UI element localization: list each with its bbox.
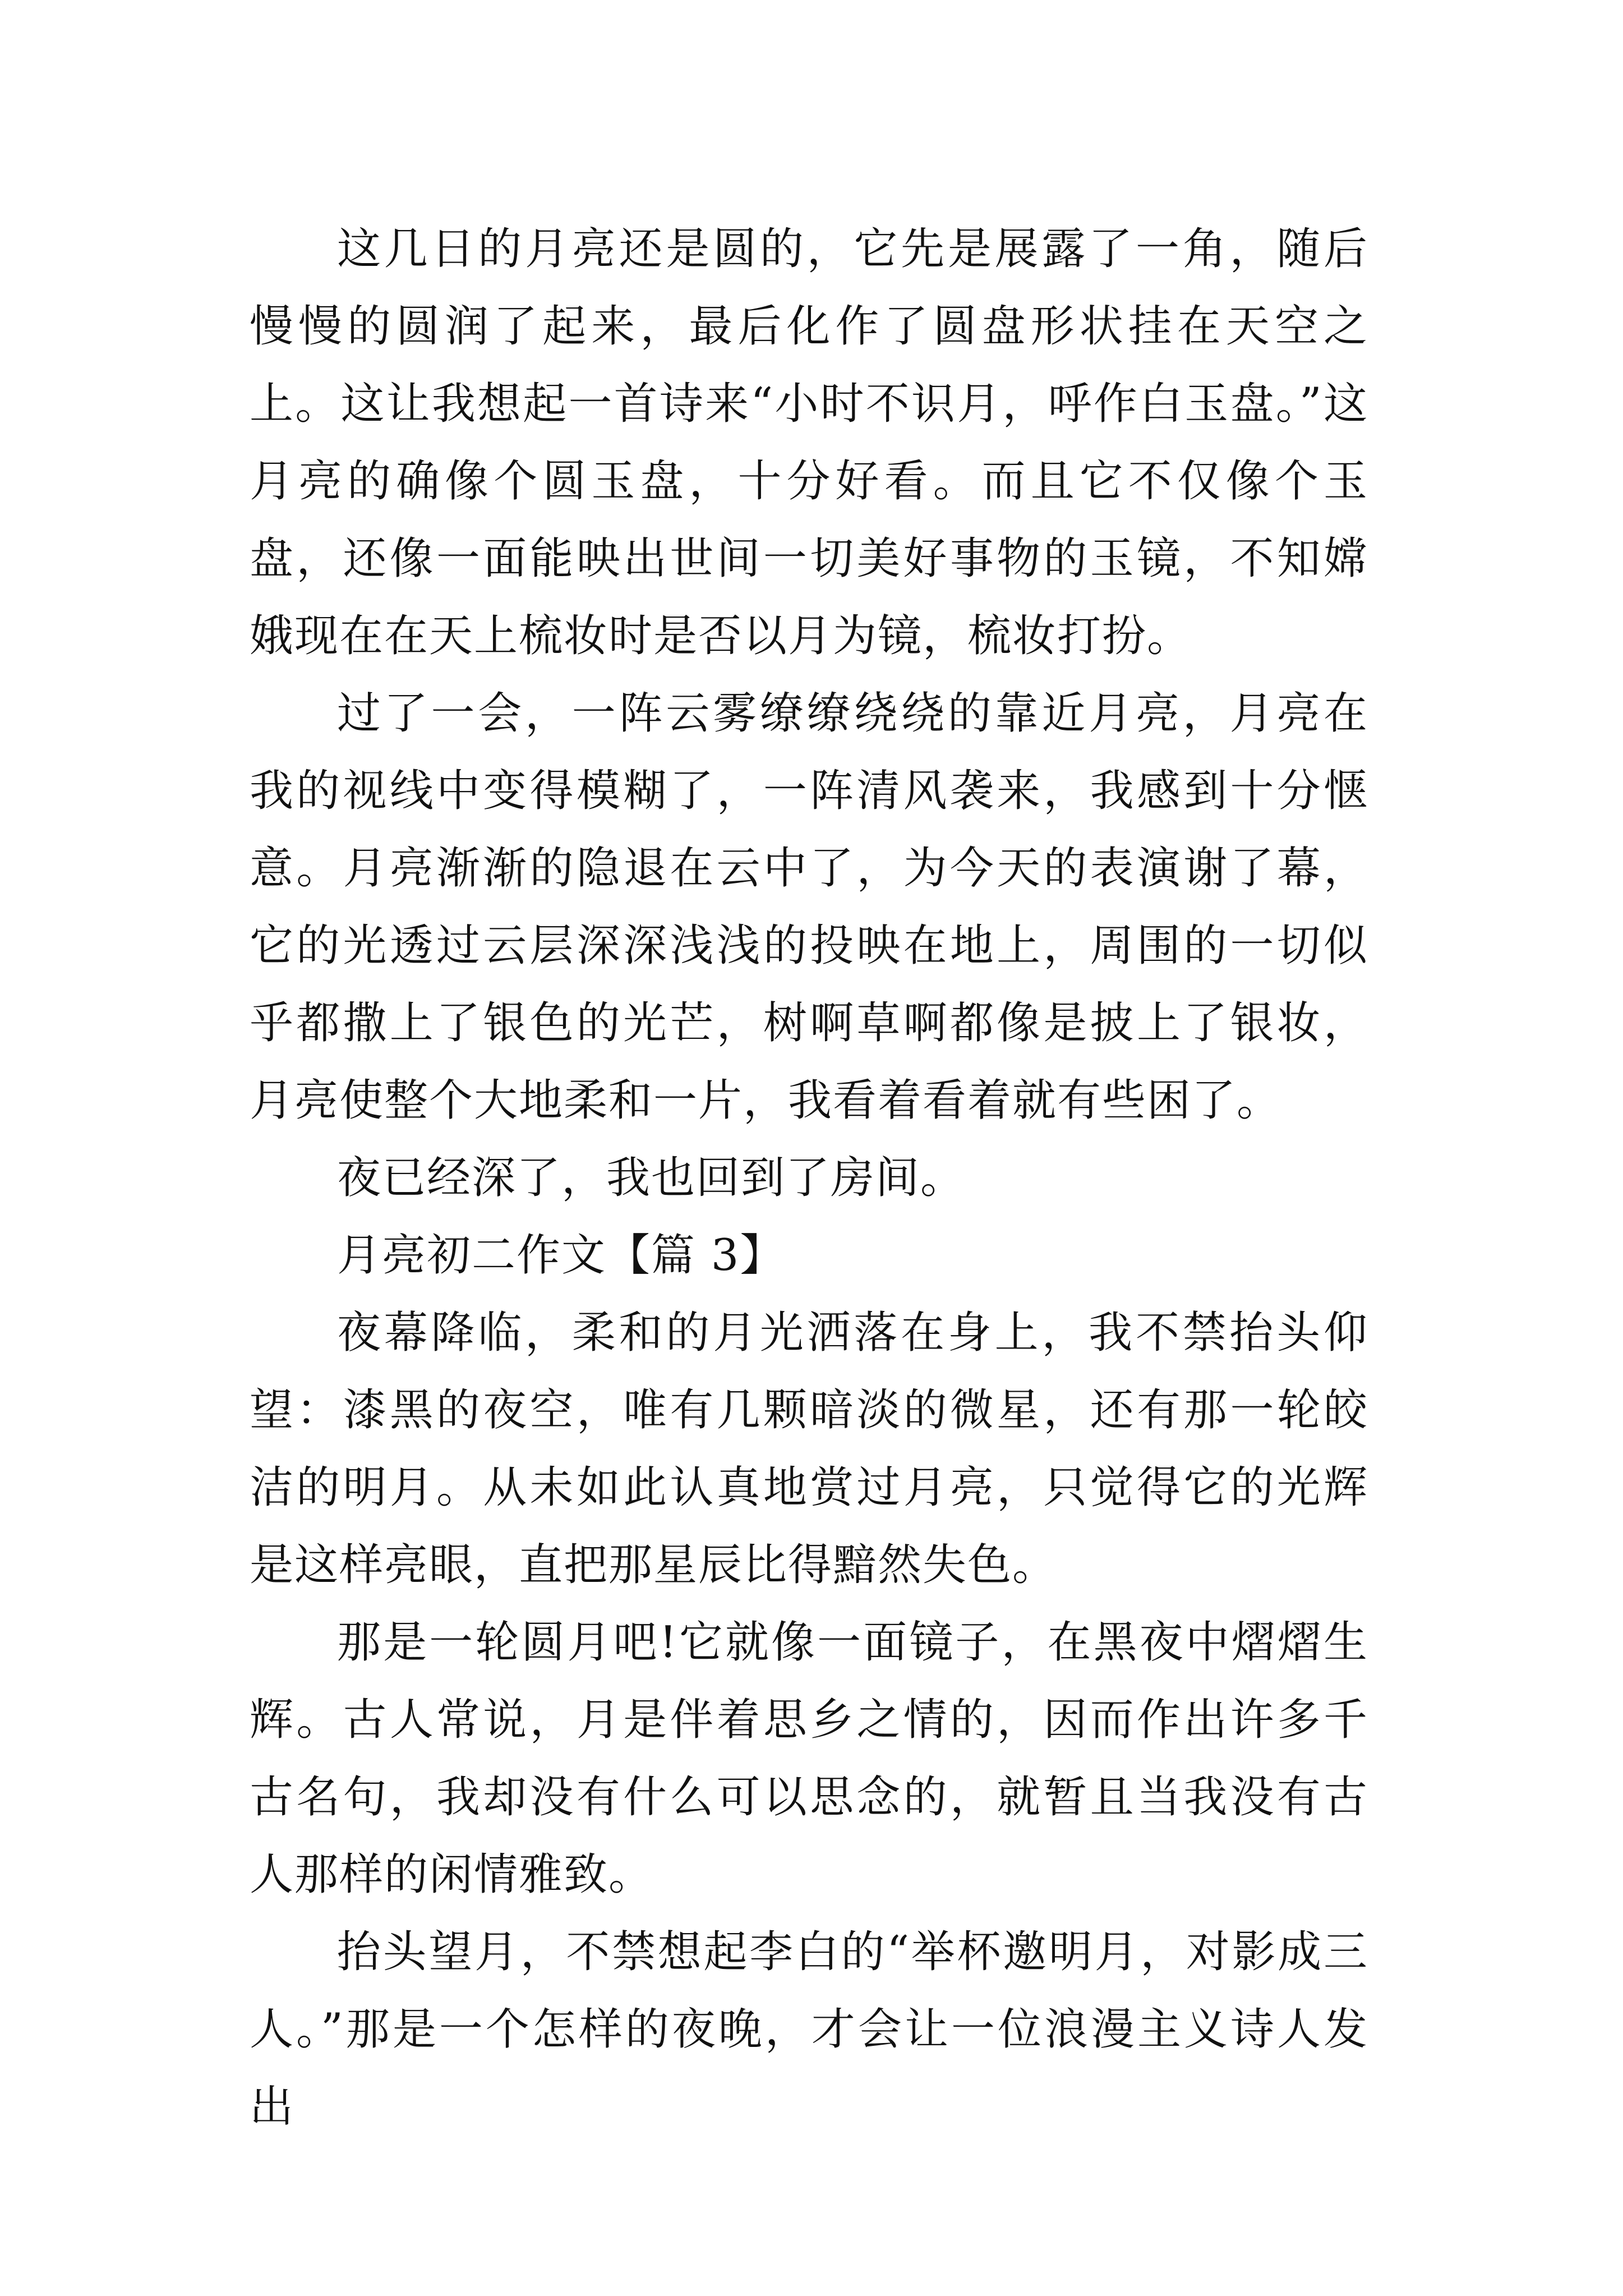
section-heading: 月亮初二作文【篇 3】 <box>337 1230 785 1281</box>
document-body <box>250 210 1368 2146</box>
paragraph: 那是一轮圆月吧!它就像一面镜子，在黑夜中熠熠生辉。古人常说，月是伴着思乡之情的，因而作出许多千古名句，我却没有什么可以思念的，就暂且当我没有古人那样的闲情雅致。 <box>250 1617 1368 1900</box>
paragraph: 过了一会，一阵云雾缭缭绕绕的靠近月亮，月亮在我的视线中变得模糊了，一阵清风袭来，我感到十分惬意。月亮渐渐的隐退在云中了，为今天的表演谢了幕，它的光透过云层深深浅浅的投映在地上，周围的一切似乎都撒上了银色的光芒，树啊草啊都像是披上了银妆，月亮使整个大地柔和一片，我看着看着就有些困了。 <box>250 688 1368 1126</box>
paragraph: 抬头望月，不禁想起李白的“举杯邀明月，对影成三人。”那是一个怎样的夜晚，才会让一位浪漫主义诗人发出 <box>250 1927 1368 2132</box>
paragraph: 夜已经深了，我也回到了房间。 <box>337 1153 966 1203</box>
paragraph: 夜幕降临，柔和的月光洒落在身上，我不禁抬头仰望：漆黑的夜空，唯有几颗暗淡的微星，还有那一轮皎洁的明月。从未如此认真地赏过月亮，只觉得它的光辉是这样亮眼，直把那星辰比得黯然失色。 <box>250 1308 1368 1590</box>
paragraph: 这几日的月亮还是圆的，它先是展露了一角，随后慢慢的圆润了起来，最后化作了圆盘形状挂在天空之上。这让我想起一首诗来“小时不识月，呼作白玉盘。”这月亮的确像个圆玉盘，十分好看。而且它不仅像个玉盘，还像一面能映出世间一切美好事物的玉镜，不知嫦娥现在在天上梳妆时是否以月为镜，梳妆打扮。 <box>250 224 1368 661</box>
